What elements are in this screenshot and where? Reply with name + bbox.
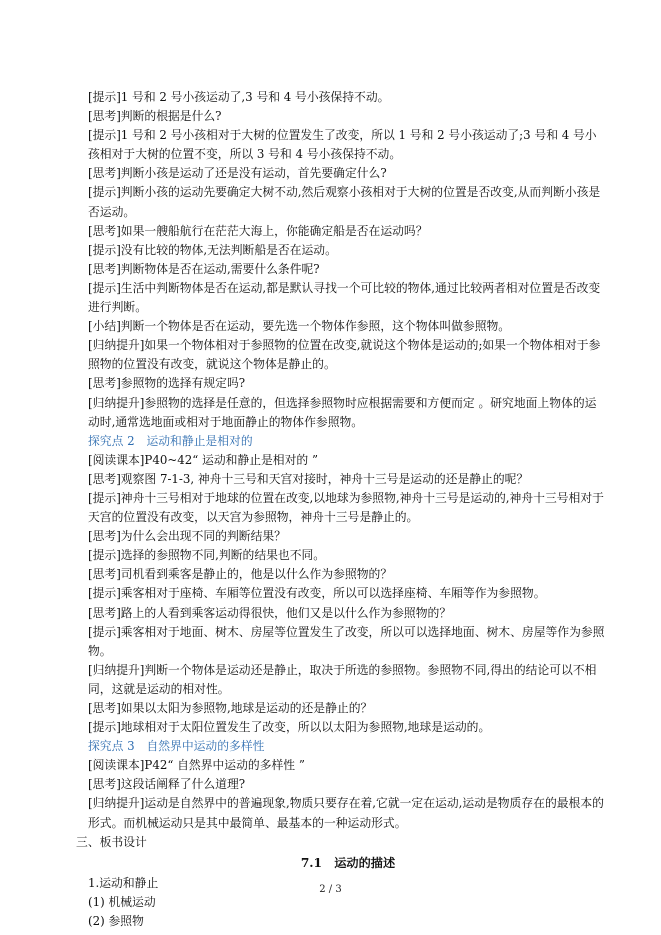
paragraph: [归纳提升]如果一个物体相对于参照物的位置在改变,就说这个物体是运动的;如果一个物体相对于参照物的位置没有改变，就说这个物体是静止的。 <box>88 338 601 372</box>
section-heading: 探究点 3 自然界中运动的多样性 <box>88 739 265 754</box>
paragraph: [提示]乘客相对于地面、树木、房屋等位置发生了改变，所以可以选择地面、树木、房屋等作为参照物。 <box>88 624 605 658</box>
paragraph: [思考]判断的根据是什么? <box>88 109 222 124</box>
paragraph: [提示]1 号和 2 号小孩相对于大树的位置发生了改变，所以 1 号和 2 号小孩运动了;3 号和 4 号小孩相对于大树的位置不变，所以 3 号和 4 号小孩保持不动。 <box>88 128 597 162</box>
paragraph: [提示]生活中判断物体是否在运动,都是默认寻找一个可比较的物体,通过比较两者相对位置是否改变进行判断。 <box>88 280 601 315</box>
paragraph: [提示]1 号和 2 号小孩运动了,3 号和 4 号小孩保持不动。 <box>88 90 390 104</box>
paragraph: [小结]判断一个物体是否在运动，要先选一个物体作参照，这个物体叫做参照物。 <box>88 319 511 334</box>
paragraph: [提示]没有比较的物体,无法判断船是否在运动。 <box>88 242 337 257</box>
section-heading: 探究点 2 运动和静止是相对的 <box>88 433 253 448</box>
paragraph: [阅读课本]P42“ 自然界中运动的多样性 ” <box>88 758 305 773</box>
paragraph: [思考]路上的人看到乘客运动得很快，他们又是以什么作为参照物的？ <box>88 605 452 620</box>
paragraph: [思考]判断物体是否在运动,需要什么条件呢? <box>88 261 320 276</box>
paragraph: [提示]神舟十三号相对于地球的位置在改变,以地球为参照物,神舟十三号是运动的,神舟十三号相对于天宫的位置没有改变，以天宫为参照物，神舟十三号是静止的。 <box>88 490 604 525</box>
paragraph: [思考]如果一艘船航行在茫茫大海上，你能确定船是否在运动吗？ <box>88 223 428 238</box>
paragraph: [思考]为什么会出现不同的判断结果？ <box>88 529 286 544</box>
page-body <box>76 88 608 931</box>
section-heading: 三、板书设计 <box>76 834 147 849</box>
paragraph: [提示]判断小孩的运动先要确定大树不动,然后观察小孩相对于大树的位置是否改变,从而判断小孩是否运动。 <box>88 185 601 219</box>
list-item: (1) 机械运动 <box>88 894 156 909</box>
paragraph: [思考]判断小孩是运动了还是没有运动，首先要确定什么? <box>88 166 387 181</box>
paragraph: [思考]司机看到乘客是静止的，他是以什么作为参照物的？ <box>88 567 393 582</box>
paragraph: [提示]乘客相对于座椅、车厢等位置没有改变，所以可以选择座椅、车厢等作为参照物。 <box>88 586 546 601</box>
paragraph: [思考]这段话阐释了什么道理? <box>88 777 246 792</box>
paragraph: [思考]观察图 7-1-3, 神舟十三号和天宫对接时，神舟十三号是运动的还是静止的呢？ <box>88 471 529 486</box>
paragraph: [提示]地球相对于太阳位置发生了改变，所以以太阳为参照物,地球是运动的。 <box>88 720 491 735</box>
page-number: 2 / 3 <box>319 884 342 895</box>
board-title: 7.1 运动的描述 <box>300 855 396 870</box>
paragraph: [归纳提升]参照物的选择是任意的，但选择参照物时应根据需要和方便而定 。研究地面上物体的运动时,通常选地面或相对于地面静止的物体作参照物。 <box>88 395 597 429</box>
list-item: 1.运动和静止 <box>88 875 159 890</box>
paragraph: [归纳提升]判断一个物体是运动还是静止，取决于所选的参照物。参照物不同,得出的结论可以不相同，这就是运动的相对性。 <box>88 662 597 696</box>
paragraph: [归纳提升]运动是自然界中的普遍现象,物质只要存在着,它就一定在运动,运动是物质存在的最根本的形式。而机械运动只是其中最简单、最基本的一种运动形式。 <box>88 796 604 830</box>
paragraph: [思考]参照物的选择有规定吗? <box>88 376 246 391</box>
paragraph: [阅读课本]P40~42“ 运动和静止是相对的 ” <box>88 452 318 467</box>
paragraph: [思考]如果以太阳为参照物,地球是运动的还是静止的？ <box>88 701 373 715</box>
list-item: (2) 参照物 <box>88 913 144 928</box>
paragraph: [提示]选择的参照物不同,判断的结果也不同。 <box>88 548 326 563</box>
